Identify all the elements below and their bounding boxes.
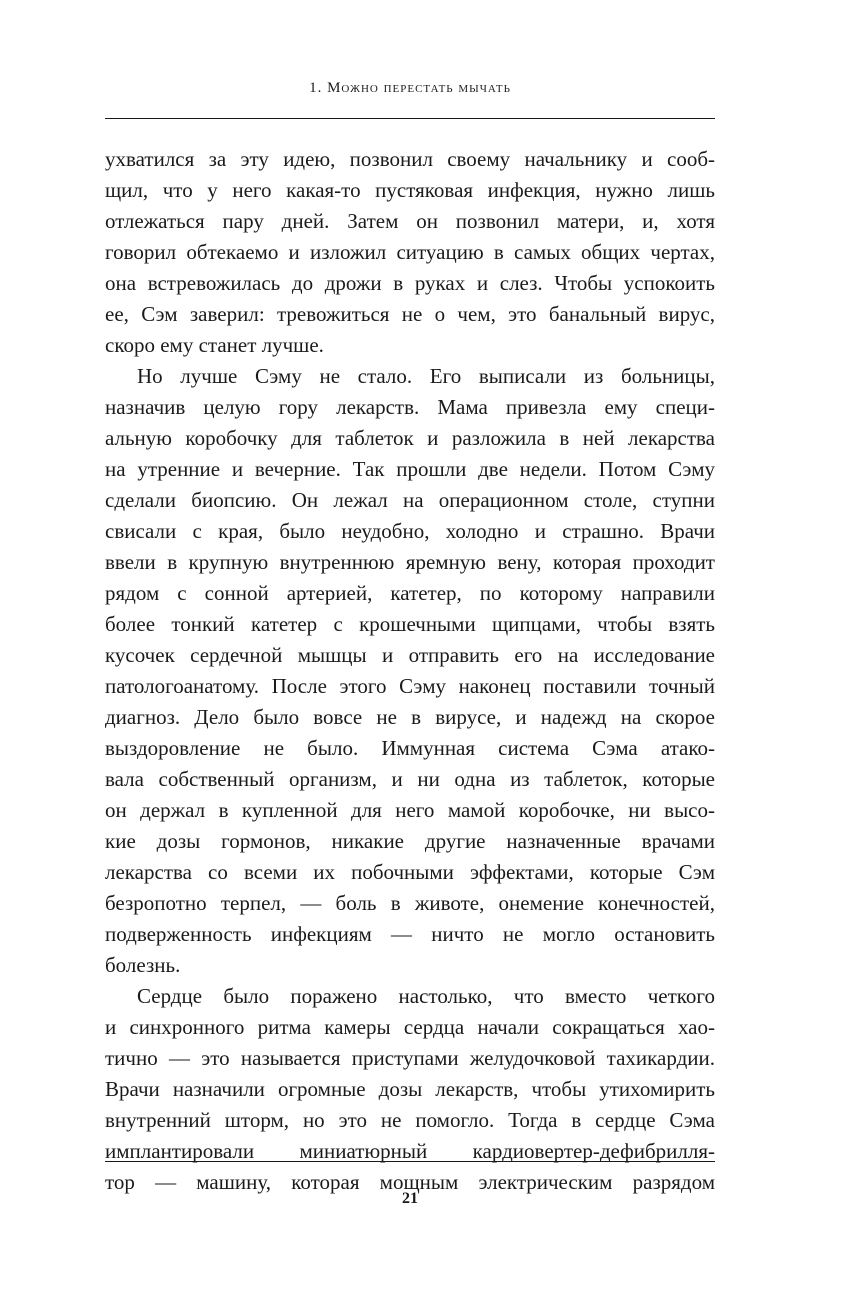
text-line: вала собственный организм, и ни одна из таблеток, которые (105, 767, 715, 791)
text-line: щил, что у него какая-то пустяковая инфекция, нужно лишь (105, 178, 715, 202)
text-line: отлежаться пару дней. Затем он позвонил матери, и, хотя (105, 209, 715, 233)
text-line: сделали биопсию. Он лежал на операционном столе, ступни (105, 488, 715, 512)
text-line: Врачи назначили огромные дозы лекарств, чтобы утихомирить (105, 1077, 715, 1101)
text-line: она встревожилась до дрожи в руках и слез. Чтобы успокоить (105, 271, 715, 295)
text-line: Но лучше Сэму не стало. Его выписали из больницы, (137, 364, 715, 388)
text-line: назначив целую гору лекарств. Мама привезла ему специ- (105, 395, 715, 419)
page-number: 21 (402, 1190, 418, 1207)
text-line: на утренние и вечерние. Так прошли две недели. Потом Сэму (105, 457, 715, 481)
paragraph (105, 361, 715, 981)
text-line: ввели в крупную внутреннюю яремную вену, которая проходит (105, 550, 715, 574)
text-line: внутренний шторм, но это не помогло. Тогда в сердце Сэма (105, 1108, 715, 1132)
text-line: говорил обтекаемо и изложил ситуацию в самых общих чертах, (105, 240, 715, 264)
text-line: более тонкий катетер с крошечными щипцами, чтобы взять (105, 612, 715, 636)
text-line: лекарства со всеми их побочными эффектами, которые Сэм (105, 860, 715, 884)
footer-rule (105, 1161, 715, 1162)
text-line: рядом с сонной артерией, катетер, по которому направили (105, 581, 715, 605)
body-text (105, 144, 715, 1198)
text-line: тично — это называется приступами желудочковой тахикардии. (105, 1046, 715, 1070)
text-line: подверженность инфекциям — ничто не могло остановить (105, 922, 715, 946)
paragraph (105, 981, 715, 1198)
text-line: он держал в купленной для него мамой коробочке, ни высо- (105, 798, 715, 822)
text-line: Сердце было поражено настолько, что вместо четкого (137, 984, 715, 1008)
text-line: скоро ему станет лучше. (105, 333, 324, 357)
text-line: свисали с края, было неудобно, холодно и страшно. Врачи (105, 519, 715, 543)
text-line: кие дозы гормонов, никакие другие назначенные врачами (105, 829, 715, 853)
text-line: ухватился за эту идею, позвонил своему начальнику и сооб- (105, 147, 715, 171)
text-line: кусочек сердечной мышцы и отправить его на исследование (105, 643, 715, 667)
running-header: 1. Можно перестать мычать (309, 80, 511, 96)
text-line: тор — машину, которая мощным электрическим разрядом (105, 1170, 715, 1194)
paragraph (105, 144, 715, 361)
text-line: альную коробочку для таблеток и разложила в ней лекарства (105, 426, 715, 450)
text-line: диагноз. Дело было вовсе не в вирусе, и надежд на скорое (105, 705, 715, 729)
text-line: болезнь. (105, 953, 181, 977)
text-line: безропотно терпел, — боль в животе, онемение конечностей, (105, 891, 715, 915)
text-line: выздоровление не было. Иммунная система Сэма атако- (105, 736, 715, 760)
text-line: патологоанатому. После этого Сэму наконец поставили точный (105, 674, 715, 698)
header-rule (105, 118, 715, 119)
text-line: имплантировали миниатюрный кардиовертер-дефибрилля- (105, 1139, 715, 1163)
text-line: ее, Сэм заверил: тревожиться не о чем, это банальный вирус, (105, 302, 715, 326)
text-line: и синхронного ритма камеры сердца начали сокращаться хао- (105, 1015, 715, 1039)
